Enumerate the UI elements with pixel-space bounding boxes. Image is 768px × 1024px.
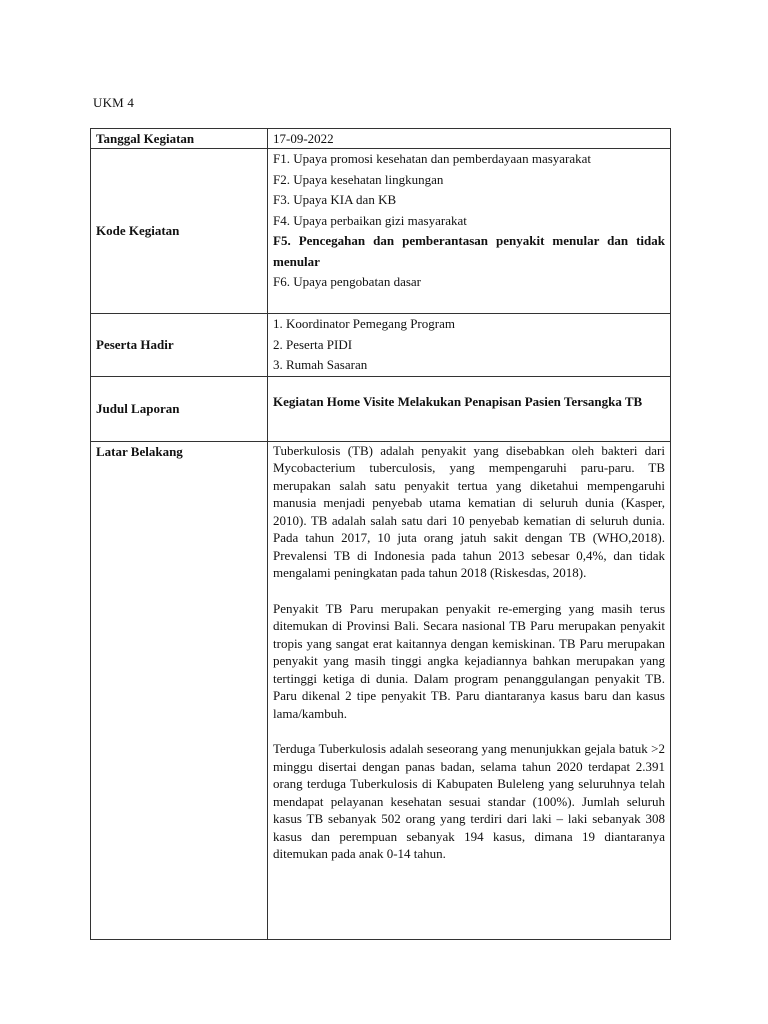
judul-laporan-text: Kegiatan Home Visite Melakukan Penapisan Pasien Tersangka TB <box>273 393 643 409</box>
kode-item-f4: F4. Upaya perbaikan gizi masyarakat <box>273 212 467 228</box>
kode-item-f5: F5. Pencegahan dan pemberantasan penyakit menular dan tidak menular <box>273 233 665 269</box>
latar-paragraph-1: Tuberkulosis (TB) adalah penyakit yang disebabkan oleh bakteri dari Mycobacterium tuberculosis, yang mempengaruhi paru-paru. TB merupakan salah satu penyakit tertua yang diketahui mempengaruhi manusia menjadi penyebab utama kematian di seluruh dunia (Kasper, 2010). TB adalah salah satu dari 10 penyebab kematian di seluruh dunia. Pada tahun 2017, 10 juta orang jatuh sakit dengan TB (WHO,2018). Prevalensi TB di Indonesia pada tahun 2013 sebesar 0,4%, dan tidak mengalami peningkatan pada tahun 2018 (Riskesdas, 2018). <box>273 442 665 580</box>
kode-item-f1: F1. Upaya promosi kesehatan dan pemberdayaan masyarakat <box>273 151 592 166</box>
kode-item-f3: F3. Upaya KIA dan KB <box>273 192 397 207</box>
table-row-peserta <box>91 314 671 377</box>
peserta-item-3: 3. Rumah Sasaran <box>273 357 368 372</box>
table-row-kode <box>91 149 671 314</box>
label-tanggal-kegiatan: Tanggal Kegiatan <box>91 129 268 149</box>
label-judul-laporan: Judul Laporan <box>91 376 268 441</box>
kode-item-f2: F2. Upaya kesehatan lingkungan <box>273 171 444 187</box>
value-latar-belakang <box>268 441 671 939</box>
peserta-item-2: 2. Peserta PIDI <box>273 336 353 352</box>
label-peserta-hadir: Peserta Hadir <box>91 314 268 377</box>
latar-paragraph-3: Terduga Tuberkulosis adalah seseorang yang menunjukkan gejala batuk >2 minggu disertai dengan panas badan, selama tahun 2020 terdapat 2.391 orang terduga Tuberkulosis di Kabupaten Buleleng yang seluruhnya telah mendapat pelayanan kesehatan sesuai standar (100%). Jumlah seluruh kasus TB sebanyak 502 orang yang terdiri dari laki – laki sebanyak 308 kasus dan perempuan sebanyak 194 kasus, dimana 19 diantaranya ditemukan pada anak 0-14 tahun. <box>273 741 665 861</box>
label-kode-kegiatan: Kode Kegiatan <box>91 149 268 314</box>
label-latar-belakang <box>91 441 268 939</box>
value-judul-laporan <box>268 376 671 441</box>
value-kode-kegiatan <box>268 149 671 314</box>
latar-belakang-label-text: Latar Belakang <box>96 443 183 459</box>
latar-paragraph-2: Penyakit TB Paru merupakan penyakit re-emerging yang masih terus ditemukan di Provinsi Bali. Secara nasional TB Paru merupakan penyakit tropis yang sangat erat kaitannya dengan kemiskinan. TB Paru merupakan penyakit yang masih tinggi angka kejadiannya bahkan merupakan yang tertinggi ketiga di dunia. Dalam program penanggulangan penyakit TB. Paru dikenal 2 tipe penyakit TB. Paru diantaranya kasus baru dan kasus lama/kambuh. <box>273 600 665 721</box>
table-row-tanggal <box>91 129 671 149</box>
activity-report-table <box>90 128 671 940</box>
peserta-item-1: 1. Koordinator Pemegang Program <box>273 316 455 331</box>
table-row-judul <box>91 376 671 441</box>
kode-item-f6: F6. Upaya pengobatan dasar <box>273 274 422 289</box>
value-peserta-hadir <box>268 314 671 377</box>
value-tanggal-kegiatan: 17-09-2022 <box>268 129 671 149</box>
document-title: UKM 4 <box>93 95 135 110</box>
table-row-latar <box>91 441 671 939</box>
